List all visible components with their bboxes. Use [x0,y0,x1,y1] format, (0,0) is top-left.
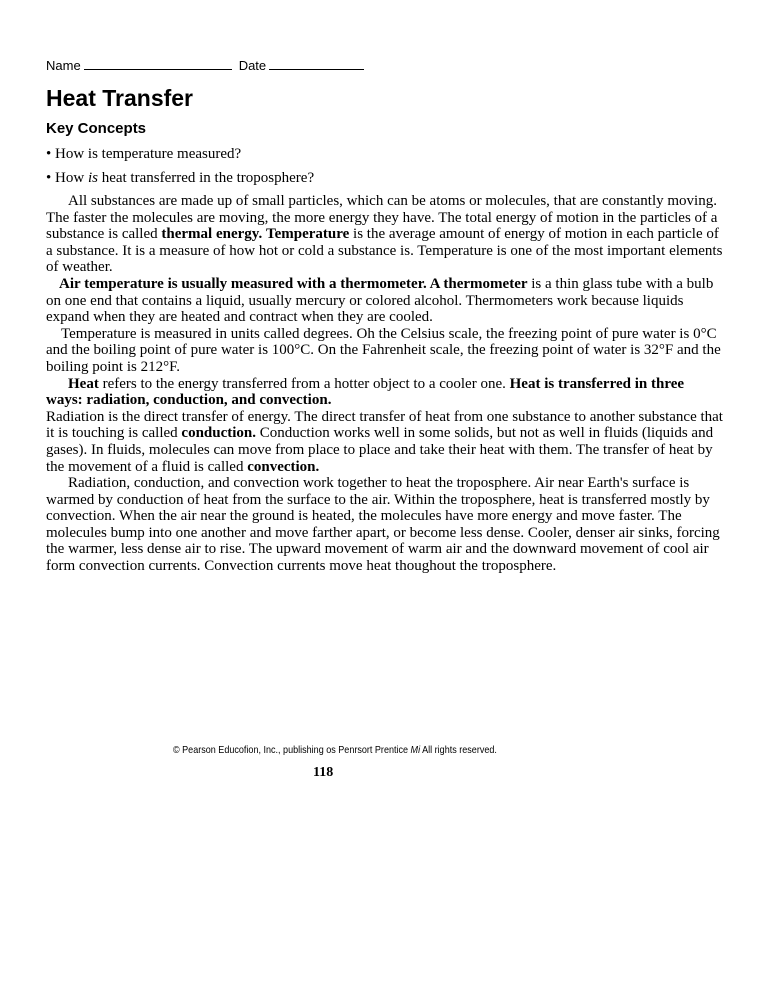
term-heat: Heat [68,375,99,392]
question-text-start: How [55,170,85,186]
date-label: Date [238,58,267,73]
copyright-italic: Mi [410,744,421,756]
emphasis-is: is [87,170,98,186]
key-concept-question-2 [46,170,314,187]
paragraph-troposphere-heating: Radiation, conduction, and convection work together to heat the troposphere. Air near Earth's surface is warmed by conduction of heat from the surface to the air. Within the troposphere, heat is transferred mostly by convection. When the air near the ground is heated, the molecules have more energy and move faster. The molecules bump into one another and move farther apart, or become less dense. Cooler, denser air sinks, forcing the warmer, less dense air to rise. The upward movement of warm air and the downward movement of cool air form convection currents. Convection currents move heat thoughout the troposphere. [46,475,720,575]
page-number: 118 [313,765,334,780]
name-blank-line [84,58,232,70]
term-conduction: conduction. [181,425,257,442]
paragraph-radiation-conduction [46,409,724,475]
question-text-end: heat transferred in the troposphere? [101,170,315,186]
question-text: How is temperature measured? [55,146,242,162]
paragraph-thermometer [46,276,724,326]
key-concepts-heading: Key Concepts [46,120,147,137]
text-run: Conduction works well in some solids, but not as well in fluids (liquids and gases). In fluids, molecules can move from place to place and take their heat with them. The transfer of heat by the movement of a fluid is called [46,425,714,475]
body-text [46,193,724,575]
text-run: refers to the energy transferred from a hotter object to a cooler one. [102,375,506,392]
copyright-text: © Pearson Educofion, Inc., publishing os Penrsort Prentice [173,744,409,756]
name-label: Name [46,58,81,73]
text-run: Radiation is the direct transfer of energy. The direct transfer of heat from one substance to another substance that it is touching is called [46,408,723,442]
term-thermal-energy: thermal energy. [161,226,263,243]
key-statement-heat-transfer: Heat is transferred in three ways: radiation, conduction, and convection. [46,375,685,409]
term-convection: convection. [247,458,320,475]
term-temperature: Temperature [265,226,350,243]
bullet: • [46,170,52,186]
copyright-footer [173,744,497,756]
text-run: is a thin glass tube with a bulb on one end that contains a liquid, usually mercury or colored alcohol. Thermometers work because liquids expand when they are heated and contract when they are cooled. [46,275,714,326]
key-concept-question-1 [46,146,241,163]
name-date-header [46,58,364,73]
paragraph-heat [46,376,724,409]
date-blank-line [269,58,364,70]
paragraph-degrees: Temperature is measured in units called degrees. Oh the Celsius scale, the freezing point of pure water is 0°C and the boiling point of pure water is 100°C. On the Fahrenheit scale, the freezing point of water is 32°F and the boiling point is 212°F. [46,325,721,375]
page-title: Heat Transfer [46,85,194,111]
paragraph-thermal-energy [46,193,724,276]
text-run: is the average amount of energy of motion in each particle of a substance. It is a measure of how hot or cold a substance is. Temperature is one of the most important elements of weather. [46,226,723,276]
bullet: • [46,146,52,162]
key-statement-thermometer: Air temperature is usually measured with a thermometer. A thermometer [59,275,528,292]
rights-text: All rights reserved. [422,744,497,756]
text-run: All substances are made up of small particles, which can be atoms or molecules, that are constantly moving. The faster the molecules are moving, the more energy they have. The total energy of motion in the particles of a substance is called [46,193,718,243]
